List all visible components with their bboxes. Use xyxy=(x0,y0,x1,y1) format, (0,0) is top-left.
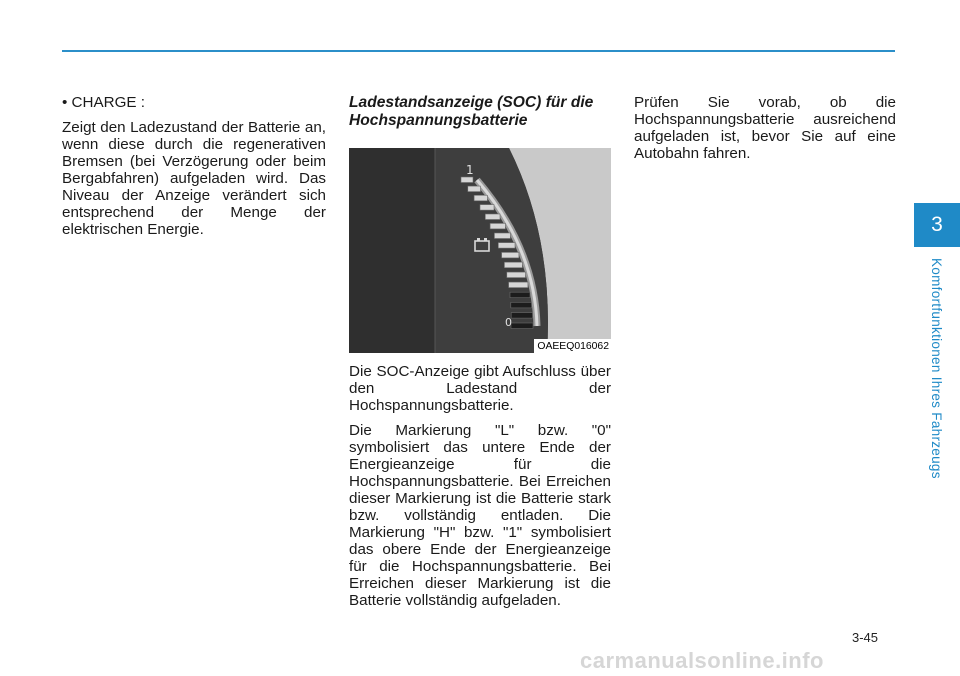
gauge-segment xyxy=(511,302,532,308)
gauge-full-mark: 1 xyxy=(466,163,474,177)
gauge-segment xyxy=(498,243,515,249)
gauge-segment xyxy=(474,195,487,201)
figure-code: OAEEQ016062 xyxy=(534,339,611,353)
column-middle xyxy=(349,94,611,617)
watermark: carmanualsonline.info xyxy=(580,648,824,673)
column-right xyxy=(634,94,896,170)
gauge-segment xyxy=(511,313,532,319)
gauge-segment xyxy=(468,186,481,192)
gauge-segment xyxy=(504,262,522,268)
gauge-segment xyxy=(480,205,494,211)
gauge-segment xyxy=(502,252,519,258)
gauge-segment xyxy=(461,177,473,183)
gauge-segment xyxy=(507,272,526,278)
gauge-segment xyxy=(510,292,530,298)
soc-markings-paragraph: Die Markierung "L" bzw. "0" symbolisiert das untere Ende der Energieanzeige für die Hochspannungsbatterie. Bei Erreichen dieser Markierung ist die Batterie stark bzw. vollständig entladen. Die Markierung "H" bzw. "1" symbolisiert das obere Ende der Energieanzeige für die Hochspannungsbatterie. Bei Erreichen dieser Markierung ist die Batterie vollständig aufgeladen. xyxy=(349,422,611,609)
page-number: 3-45 xyxy=(852,630,879,645)
soc-gauge-illustration xyxy=(349,148,611,353)
gauge-empty-mark: 0 xyxy=(505,316,512,329)
header-rule xyxy=(62,50,895,52)
column-left xyxy=(62,94,326,246)
gauge-segment xyxy=(490,223,505,229)
gauge-segment xyxy=(511,323,533,329)
soc-intro-paragraph: Die SOC-Anzeige gibt Aufschluss über den Ladestand der Hochspannungsbatterie. xyxy=(349,363,611,414)
charge-bullet: • CHARGE : xyxy=(62,94,145,111)
chapter-tab: 3 xyxy=(914,203,960,247)
chapter-title: Komfortfunktionen Ihres Fahrzeugs xyxy=(929,258,944,479)
section-heading: Ladestandsanzeige (SOC) für die Hochspannungsbatterie xyxy=(349,94,594,129)
gauge-segment xyxy=(509,282,528,288)
charge-description: Zeigt den Ladezustand der Batterie an, wenn diese durch die regenerativen Bremsen (bei Verzögerung oder beim Bergabfahren) aufgeladen wird. Das Niveau der Anzeige verändert sich entsprechend der Menge der elektrischen Energie. xyxy=(62,119,326,238)
soc-gauge-figure xyxy=(349,148,611,353)
gauge-segment xyxy=(494,233,510,239)
highway-advice-paragraph: Prüfen Sie vorab, ob die Hochspannungsbatterie ausreichend aufgeladen ist, bevor Sie auf eine Autobahn fahren. xyxy=(634,94,896,162)
gauge-segment xyxy=(485,214,500,220)
